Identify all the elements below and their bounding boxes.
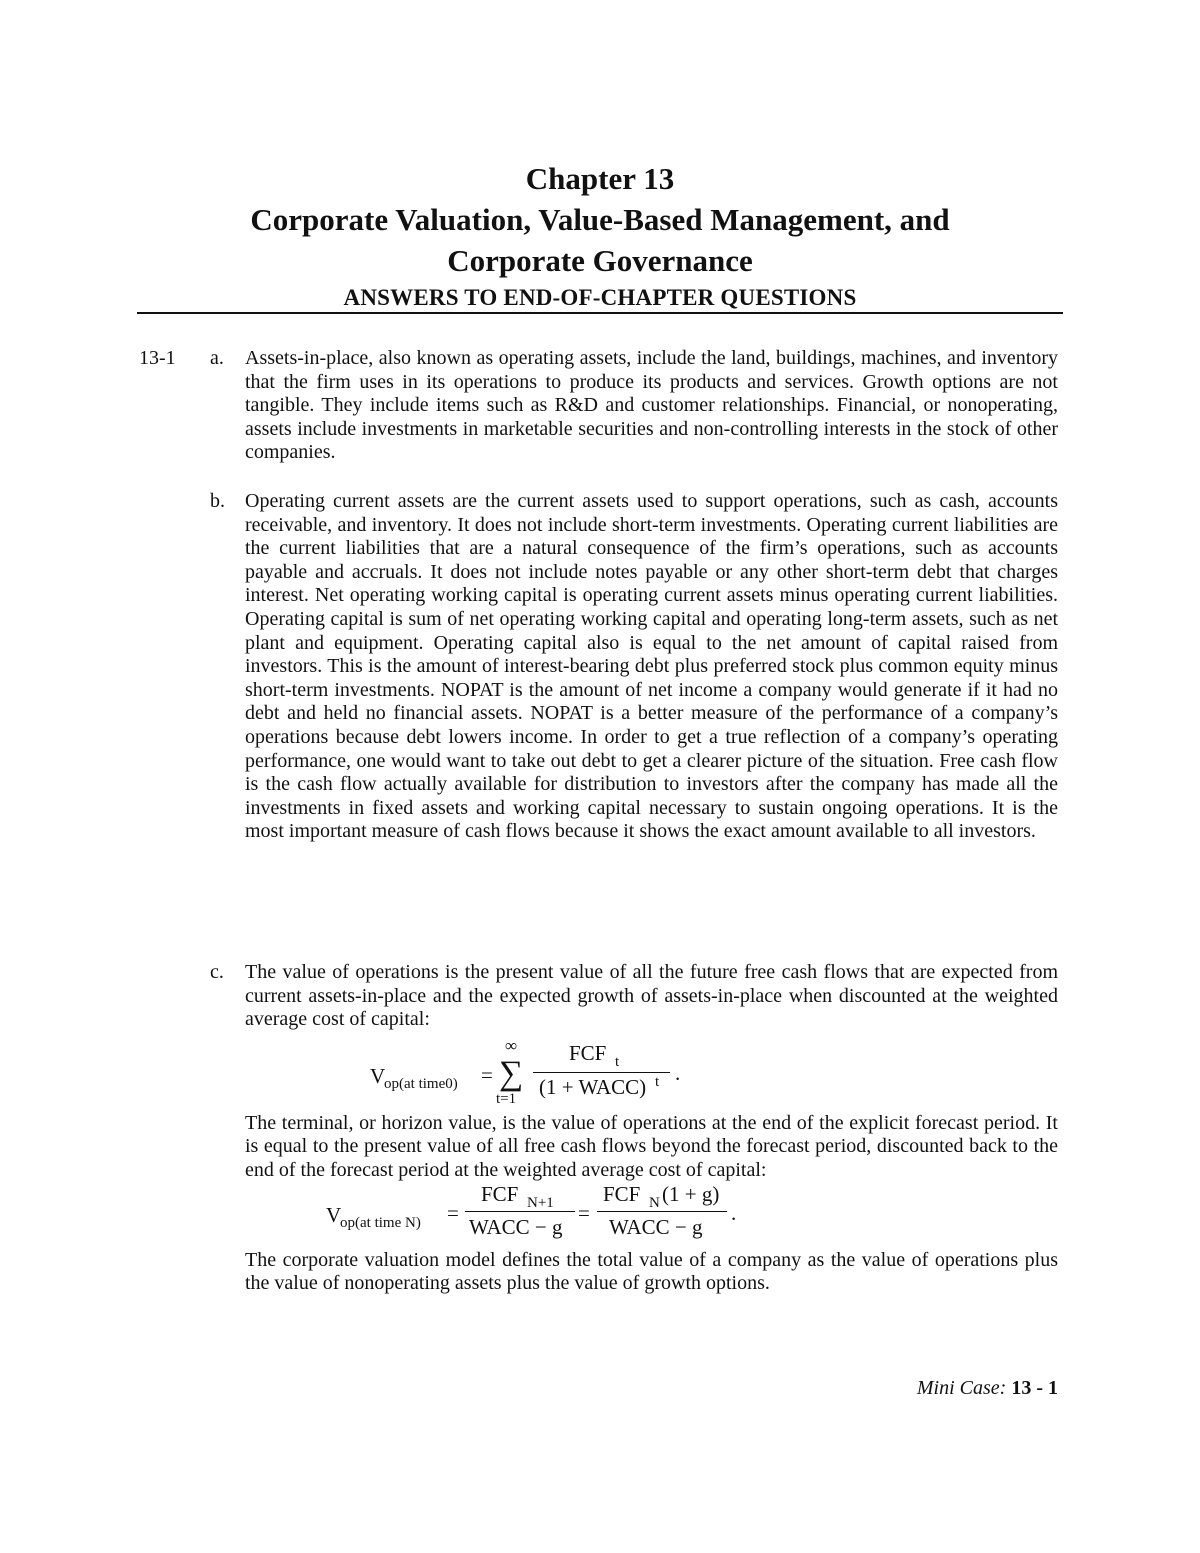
formula1-lhs-symbol: V <box>370 1063 386 1088</box>
item-label-c: c. <box>210 961 224 983</box>
paragraph-terminal-value: The terminal, or horizon value, is the value of operations at the end of the explicit forecast period. It is equal to the present value of all free cash flows beyond the forecast period, discounted back to the end of the forecast period at the weighted average cost of capital: <box>245 1111 1058 1181</box>
formula2-lhs-symbol: V <box>326 1202 342 1227</box>
formula1-denominator: (1 + WACC) <box>539 1074 647 1099</box>
item-label-a: a. <box>210 347 224 369</box>
section-subtitle: ANSWERS TO END-OF-CHAPTER QUESTIONS <box>343 285 857 310</box>
formula1-fraction-bar <box>533 1072 670 1073</box>
formula-value-of-operations <box>245 1032 1058 1112</box>
item-text-c <box>245 961 1058 1296</box>
chapter-title-line-2: Corporate Governance <box>447 243 753 278</box>
formula1-terminator: . <box>675 1060 681 1085</box>
chapter-heading: Chapter 13 <box>525 161 675 196</box>
paragraph: Operating current assets are the current assets used to support operations, such as cash, accounts receivable, and inventory. It does not include short-term investments. Operating current liabilities are the current liabilities that are a natural consequence of the firm’s operations, such as accounts payable and accruals. It does not include notes payable or any other short-term debt that charges interest. Net operating working capital is operating current assets minus operating current liabilities. Operating capital is sum of net operating working capital and operating long-term assets, such as net plant and equipment. Operating capital also is equal to the net amount of capital raised from investors. This is the amount of interest-bearing debt plus preferred stock plus common equity minus short-term investments. NOPAT is the amount of net income a company would generate if it had no debt and held no financial assets. NOPAT is a better measure of the performance of a company’s operations because debt lowers income. In order to get a true reflection of a company’s operating performance, one would want to take out debt to get a clearer picture of the situation. Free cash flow is the cash flow actually available for distribution to investors after the company has made all the investments in fixed assets and working capital necessary to sustain ongoing operations. It is the most important measure of cash flows because it shows the exact amount available to all investors. <box>245 490 1058 843</box>
chapter-title-line-1: Corporate Valuation, Value-Based Management, and <box>250 202 950 237</box>
question-number: 13-1 <box>139 347 176 369</box>
formula2-numerator-2-factor: (1 + g) <box>662 1181 720 1206</box>
paragraph: Assets-in-place, also known as operating assets, include the land, buildings, machines, and inventory that the firm uses in its operations to produce its products and services. Growth options are not tangible. They include items such as R&D and customer relationships. Financial, or nonoperating, assets include investments in marketable securities and non-controlling interests in the stock of other companies. <box>245 347 1058 464</box>
formula1-sum-symbol: ∑ <box>499 1054 524 1092</box>
formula2-denominator-1: WACC − g <box>469 1214 563 1239</box>
formula1-numerator: FCF <box>569 1040 607 1065</box>
formula1-numerator-subscript: t <box>615 1053 620 1070</box>
formula-terminal-value <box>245 1183 1058 1249</box>
formula2-denominator-2: WACC − g <box>609 1214 703 1239</box>
paragraph-corporate-valuation-model: The corporate valuation model defines the total value of a company as the value of operations plus the value of nonoperating assets plus the value of growth options. <box>245 1248 1058 1295</box>
formula1-sum-upper: ∞ <box>505 1035 518 1055</box>
formula1-lhs-subscript: op(at time0) <box>384 1075 458 1092</box>
footer-label: Mini Case: <box>916 1377 1007 1399</box>
formula2-numerator-1-subscript: N+1 <box>527 1194 554 1211</box>
item-text-b <box>245 490 1058 844</box>
formula2-numerator-1: FCF <box>481 1181 519 1206</box>
formula1-equals: = <box>481 1062 493 1087</box>
formula1-sum-lower: t=1 <box>496 1090 517 1107</box>
formula2-fraction-bar-1 <box>465 1211 575 1212</box>
page-number: 13 - 1 <box>1011 1377 1058 1399</box>
formula2-terminator: . <box>731 1200 737 1225</box>
title-block <box>137 158 1063 313</box>
paragraph-value-of-operations: The value of operations is the present value of all the future free cash flows that are expected from current assets-in-place and the expected growth of assets-in-place when discounted at the weighted average cost of capital: <box>245 961 1058 1031</box>
formula1-denominator-superscript: t <box>655 1073 660 1090</box>
item-text-a <box>245 347 1058 465</box>
heading-rule <box>137 312 1063 314</box>
formula2-lhs-subscript: op(at time N) <box>340 1214 421 1231</box>
formula2-numerator-2: FCF <box>603 1181 641 1206</box>
formula2-numerator-2-subscript: N <box>649 1194 660 1211</box>
page-footer <box>917 1376 1058 1400</box>
formula2-equals-2: = <box>578 1200 590 1225</box>
formula2-equals: = <box>447 1200 459 1225</box>
item-label-b: b. <box>210 490 225 512</box>
formula2-fraction-bar-2 <box>597 1211 727 1212</box>
